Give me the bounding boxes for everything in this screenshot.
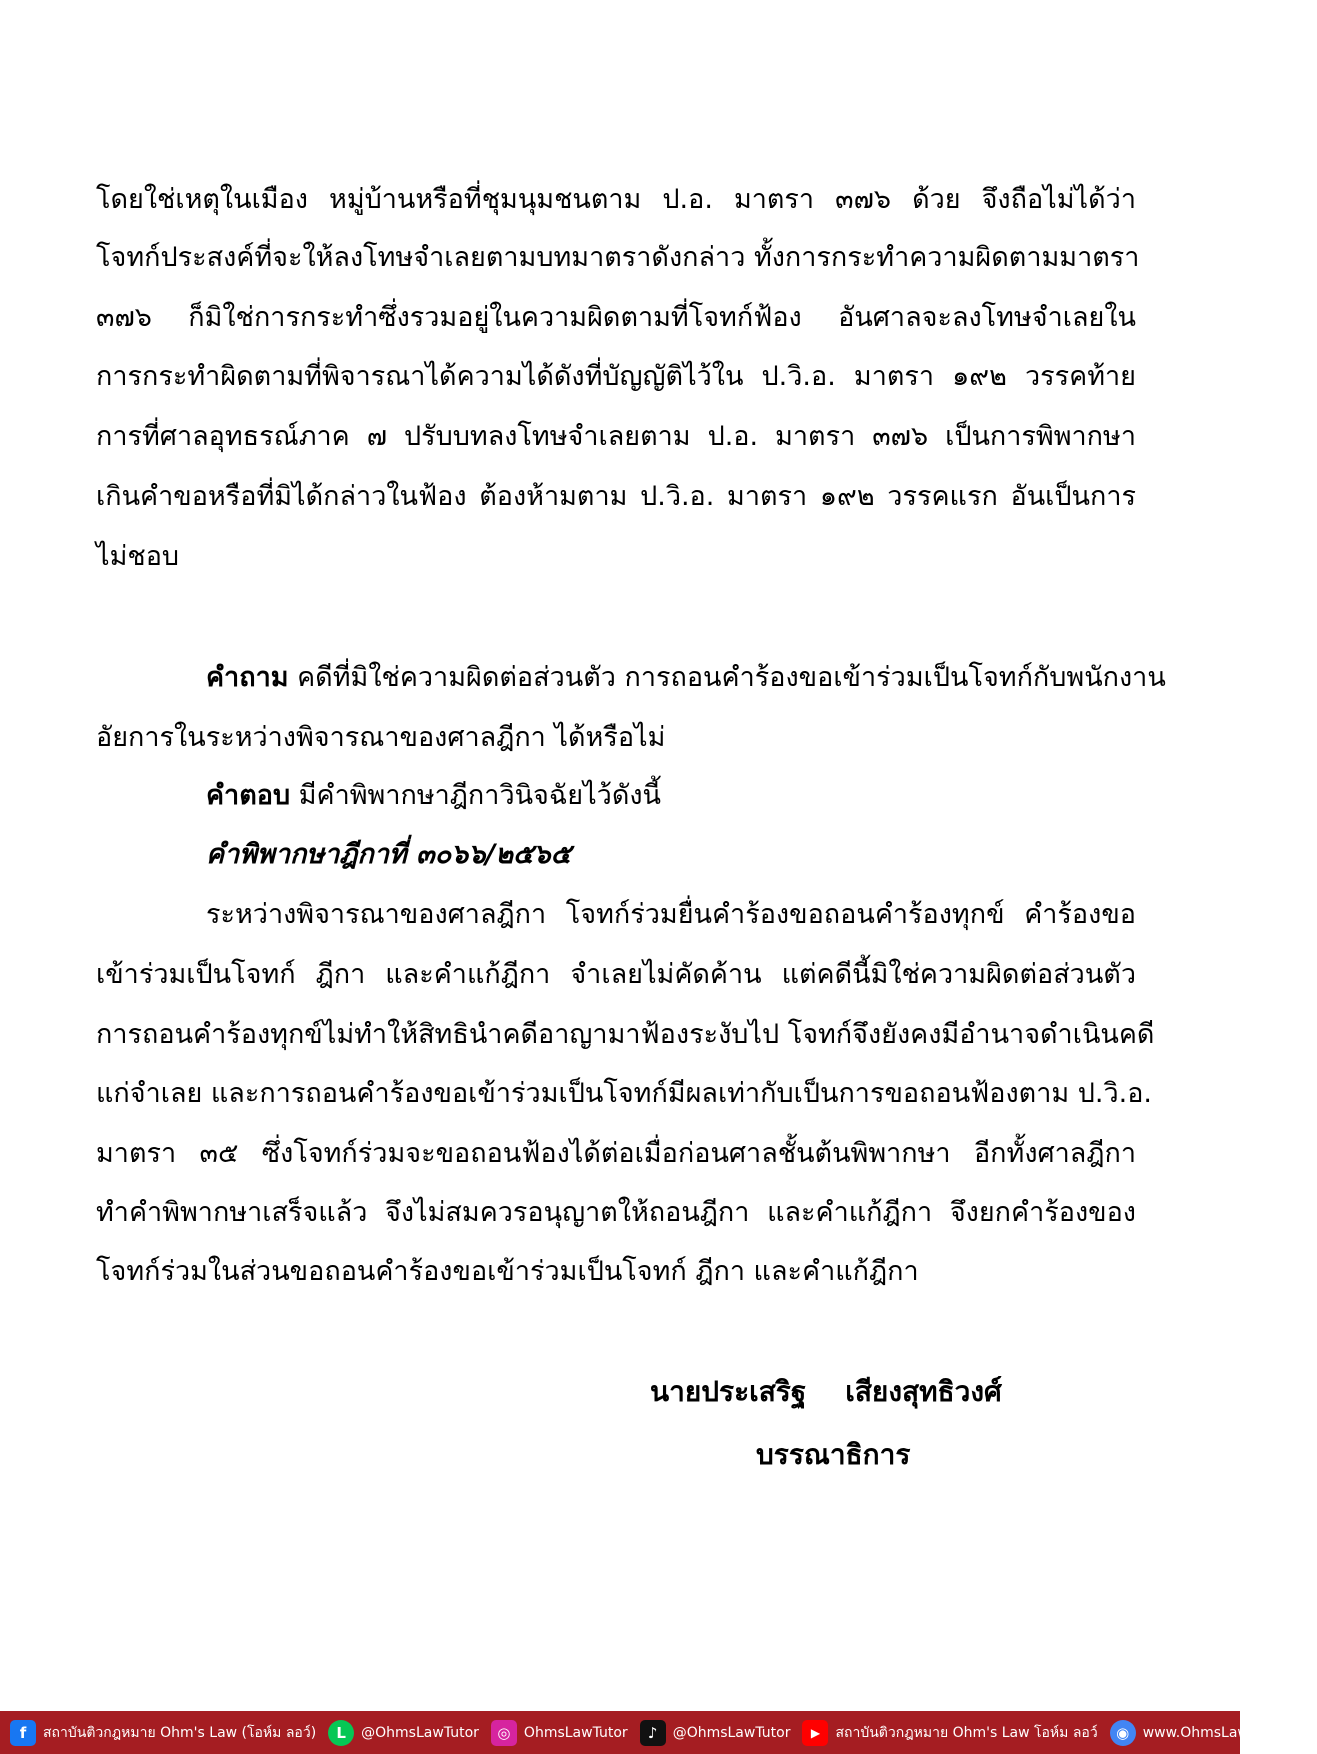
- footer-tiktok-link[interactable]: [640, 1720, 791, 1746]
- question-label: คำถาม: [206, 662, 289, 693]
- question-line-1: [206, 658, 1166, 698]
- paragraph-1-line: การที่ศาลอุทธรณ์ภาค ๗ ปรับบทลงโทษจำเลยตาม ป.อ. มาตรา ๓๗๖ เป็นการพิพากษา: [96, 421, 1136, 452]
- web-icon: ◉: [1110, 1720, 1136, 1746]
- facebook-icon: f: [10, 1720, 36, 1746]
- footer-website-link[interactable]: [1110, 1720, 1317, 1746]
- question-text: คดีที่มิใช่ความผิดต่อส่วนตัว การถอนคำร้องขอเข้าร่วมเป็นโจทก์กับพนักงาน: [297, 662, 1166, 693]
- footer-instagram-text: OhmsLawTutor: [523, 1724, 628, 1741]
- paragraph-1-line: เกินคำขอหรือที่มิได้กล่าวในฟ้อง ต้องห้ามตาม ป.วิ.อ. มาตรา ๑๙๒ วรรคแรก อันเป็นการ: [96, 481, 1136, 512]
- answer-line: [206, 776, 1136, 816]
- footer-line-text: @OhmsLawTutor: [361, 1724, 479, 1741]
- instagram-icon: ◎: [491, 1720, 517, 1746]
- footer-youtube-link[interactable]: [802, 1720, 1097, 1746]
- judgment-title: คำพิพากษาฎีกาที่ ๓๐๖๖/๒๕๖๕: [206, 839, 572, 870]
- footer-line-link[interactable]: [328, 1720, 479, 1746]
- footer-facebook-text: สถาบันติวกฎหมาย Ohm's Law (โอห์ม ลอว์): [43, 1724, 317, 1741]
- paragraph-2-line: มาตรา ๓๕ ซึ่งโจทก์ร่วมจะขอถอนฟ้องได้ต่อเมื่อก่อนศาลชั้นต้นพิพากษา อีกทั้งศาลฎีกา: [96, 1138, 1136, 1169]
- paragraph-1-line: ๓๗๖ ก็มิใช่การกระทำซึ่งรวมอยู่ในความผิดตามที่โจทก์ฟ้อง อันศาลจะลงโทษจำเลยใน: [96, 302, 1136, 333]
- footer-bar: [0, 1711, 1317, 1754]
- paragraph-1-line: ไม่ชอบ: [96, 541, 180, 572]
- footer-facebook-link[interactable]: [10, 1720, 316, 1746]
- answer-label: คำตอบ: [206, 780, 291, 811]
- footer-website-text: www.OhmsLawTutor.com: [1142, 1724, 1317, 1741]
- paragraph-1-line: โจทก์ประสงค์ที่จะให้ลงโทษจำเลยตามบทมาตราดังกล่าว ทั้งการกระทำความผิดตามมาตรา: [96, 242, 1140, 273]
- youtube-icon: ▶: [802, 1720, 828, 1746]
- paragraph-1-line: การกระทำผิดตามที่พิจารณาได้ความได้ดังที่บัญญัติไว้ใน ป.วิ.อ. มาตรา ๑๙๒ วรรคท้าย: [96, 361, 1136, 392]
- signature-name: นายประเสริฐ เสียงสุทธิวงศ์: [650, 1375, 1002, 1408]
- signature-title: บรรณาธิการ: [756, 1438, 911, 1471]
- question-line-2: อัยการในระหว่างพิจารณาของศาลฎีกา ได้หรือไม่: [96, 722, 666, 753]
- paragraph-1-line: โดยใช่เหตุในเมือง หมู่บ้านหรือที่ชุมนุมชนตาม ป.อ. มาตรา ๓๗๖ ด้วย จึงถือไม่ได้ว่า: [96, 184, 1136, 215]
- paragraph-2-line: โจทก์ร่วมในส่วนขอถอนคำร้องขอเข้าร่วมเป็นโจทก์ ฎีกา และคำแก้ฎีกา: [96, 1256, 919, 1287]
- line-icon: L: [328, 1720, 354, 1746]
- footer-youtube-text: สถาบันติวกฎหมาย Ohm's Law โอห์ม ลอว์: [835, 1724, 1098, 1741]
- footer-tiktok-text: @OhmsLawTutor: [672, 1724, 791, 1741]
- paragraph-2-line: การถอนคำร้องทุกข์ไม่ทำให้สิทธินำคดีอาญามาฟ้องระงับไป โจทก์จึงยังคงมีอำนาจดำเนินคดี: [96, 1019, 1155, 1050]
- paragraph-2-line: เข้าร่วมเป็นโจทก์ ฎีกา และคำแก้ฎีกา จำเลยไม่คัดค้าน แต่คดีนี้มิใช่ความผิดต่อส่วนตัว: [96, 959, 1136, 990]
- tiktok-icon: ♪: [640, 1720, 666, 1746]
- paragraph-2-line: ระหว่างพิจารณาของศาลฎีกา โจทก์ร่วมยื่นคำร้องขอถอนคำร้องทุกข์ คำร้องขอ: [206, 899, 1136, 930]
- answer-text: มีคำพิพากษาฎีกาวินิจฉัยไว้ดังนี้: [298, 780, 662, 811]
- paragraph-2-line: แก่จำเลย และการถอนคำร้องขอเข้าร่วมเป็นโจทก์มีผลเท่ากับเป็นการขอถอนฟ้องตาม ป.วิ.อ.: [96, 1078, 1153, 1109]
- paragraph-2-line: ทำคำพิพากษาเสร็จแล้ว จึงไม่สมควรอนุญาตให้ถอนฎีกา และคำแก้ฎีกา จึงยกคำร้องของ: [96, 1197, 1136, 1228]
- footer-instagram-link[interactable]: [491, 1720, 628, 1746]
